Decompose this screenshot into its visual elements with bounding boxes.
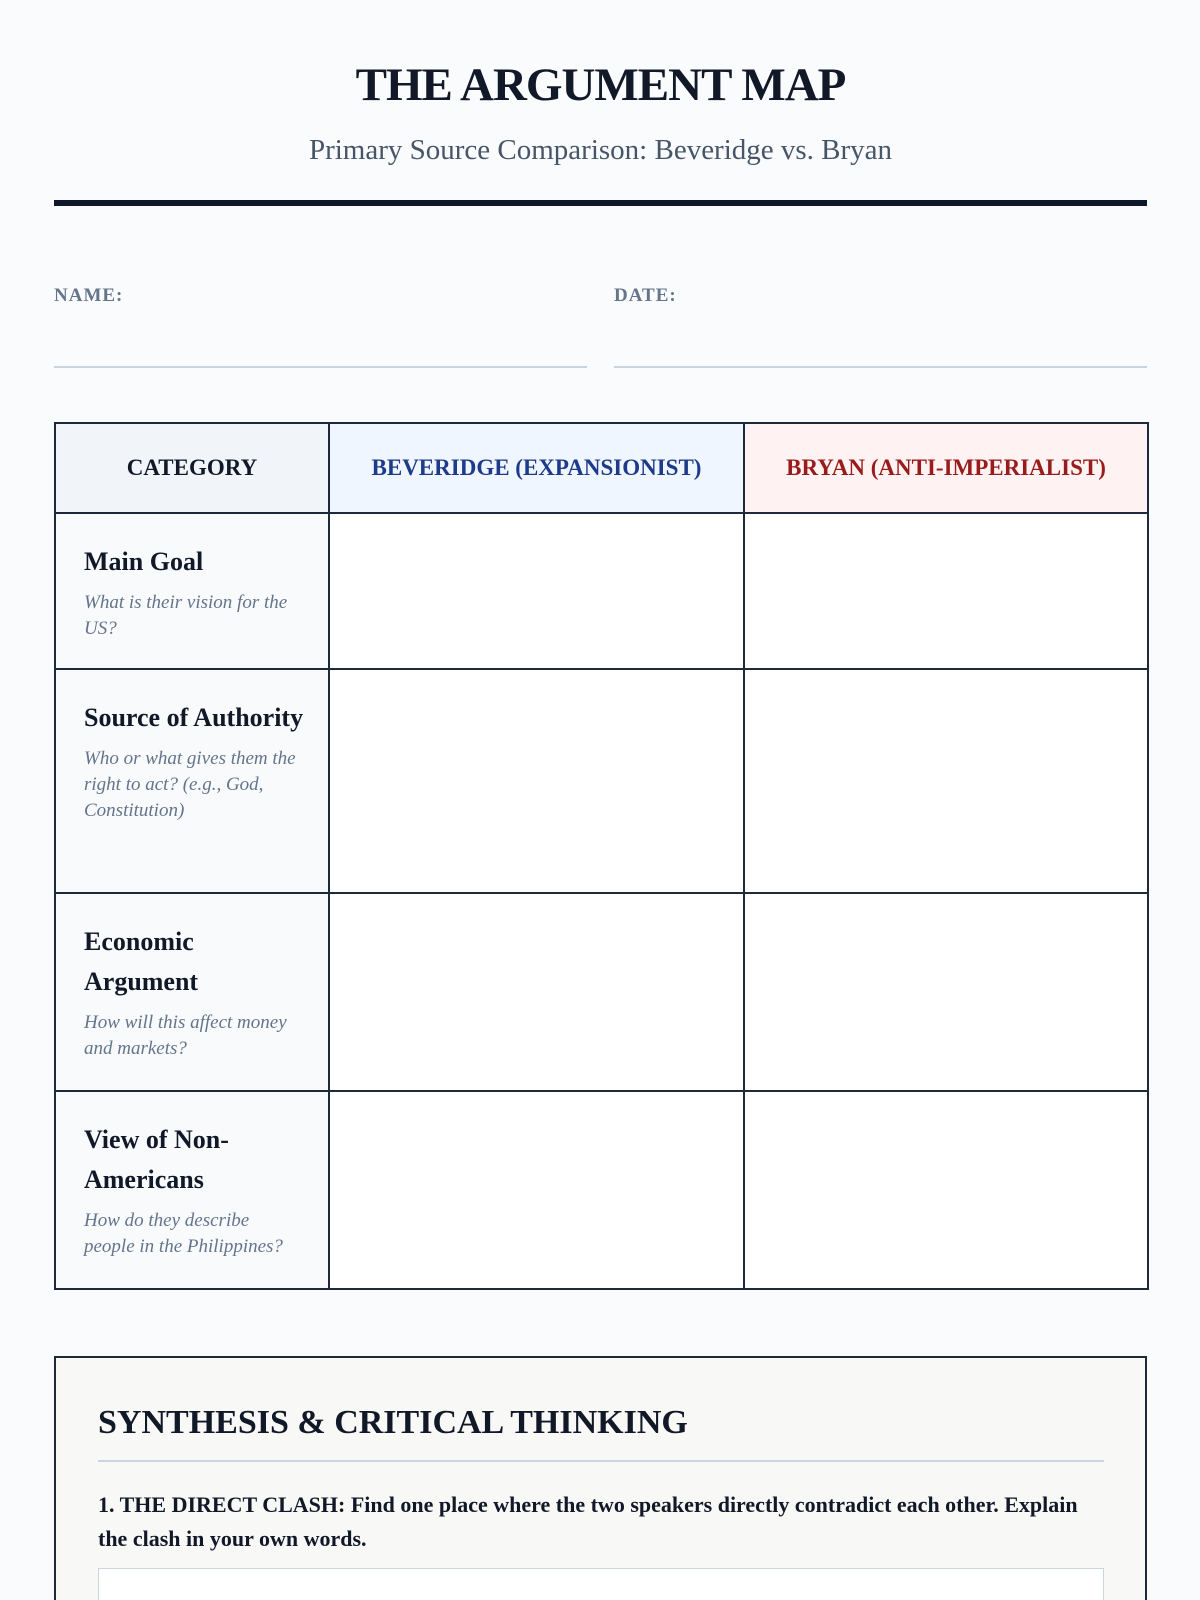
bryan-answer-cell[interactable]	[744, 669, 1148, 893]
beveridge-answer-cell[interactable]	[329, 893, 744, 1091]
category-title: Main Goal	[84, 547, 204, 576]
name-label: NAME:	[54, 285, 124, 306]
beveridge-column-header: BEVERIDGE (EXPANSIONIST)	[329, 423, 744, 513]
category-question: What is their vision for the US?	[84, 592, 288, 639]
bryan-column-header: BRYAN (ANTI-IMPERIALIST)	[744, 423, 1148, 513]
category-cell	[55, 669, 329, 893]
category-question: Who or what gives them the right to act? (e.g., God, Constitution)	[84, 748, 296, 821]
category-question: How do they describe people in the Philippines?	[84, 1210, 283, 1257]
table-header-row	[55, 423, 1148, 513]
category-cell	[55, 893, 329, 1091]
argument-map-table	[54, 422, 1149, 1290]
header-divider	[54, 200, 1147, 206]
category-title: Source of Authority	[84, 703, 304, 732]
synthesis-title: SYNTHESIS & CRITICAL THINKING	[98, 1404, 688, 1441]
category-title: Economic Argument	[84, 927, 199, 996]
table-row	[55, 1091, 1148, 1289]
bryan-answer-cell[interactable]	[744, 513, 1148, 669]
table-row	[55, 513, 1148, 669]
category-cell	[55, 1091, 329, 1289]
category-column-header: CATEGORY	[55, 423, 329, 513]
direct-clash-question: 1. THE DIRECT CLASH: Find one place where the two speakers directly contradict each other. Explain the clash in your own words.	[98, 1492, 1078, 1551]
name-field[interactable]	[54, 282, 587, 310]
beveridge-answer-cell[interactable]	[329, 513, 744, 669]
beveridge-answer-cell[interactable]	[329, 669, 744, 893]
date-label: DATE:	[614, 285, 677, 306]
name-input-line[interactable]	[54, 366, 587, 368]
page-title: THE ARGUMENT MAP	[355, 59, 846, 111]
category-question: How will this affect money and markets?	[84, 1012, 287, 1059]
bryan-answer-cell[interactable]	[744, 893, 1148, 1091]
table-row	[55, 893, 1148, 1091]
page-subtitle: Primary Source Comparison: Beveridge vs. Bryan	[308, 134, 893, 166]
date-input-line[interactable]	[614, 366, 1147, 368]
category-title: View of Non-Americans	[84, 1125, 229, 1194]
bryan-answer-cell[interactable]	[744, 1091, 1148, 1289]
direct-clash-answer-box[interactable]	[98, 1568, 1104, 1600]
table-row	[55, 669, 1148, 893]
synthesis-divider	[98, 1460, 1104, 1462]
beveridge-answer-cell[interactable]	[329, 1091, 744, 1289]
date-field[interactable]	[614, 282, 1147, 310]
category-cell	[55, 513, 329, 669]
synthesis-section	[54, 1356, 1147, 1600]
